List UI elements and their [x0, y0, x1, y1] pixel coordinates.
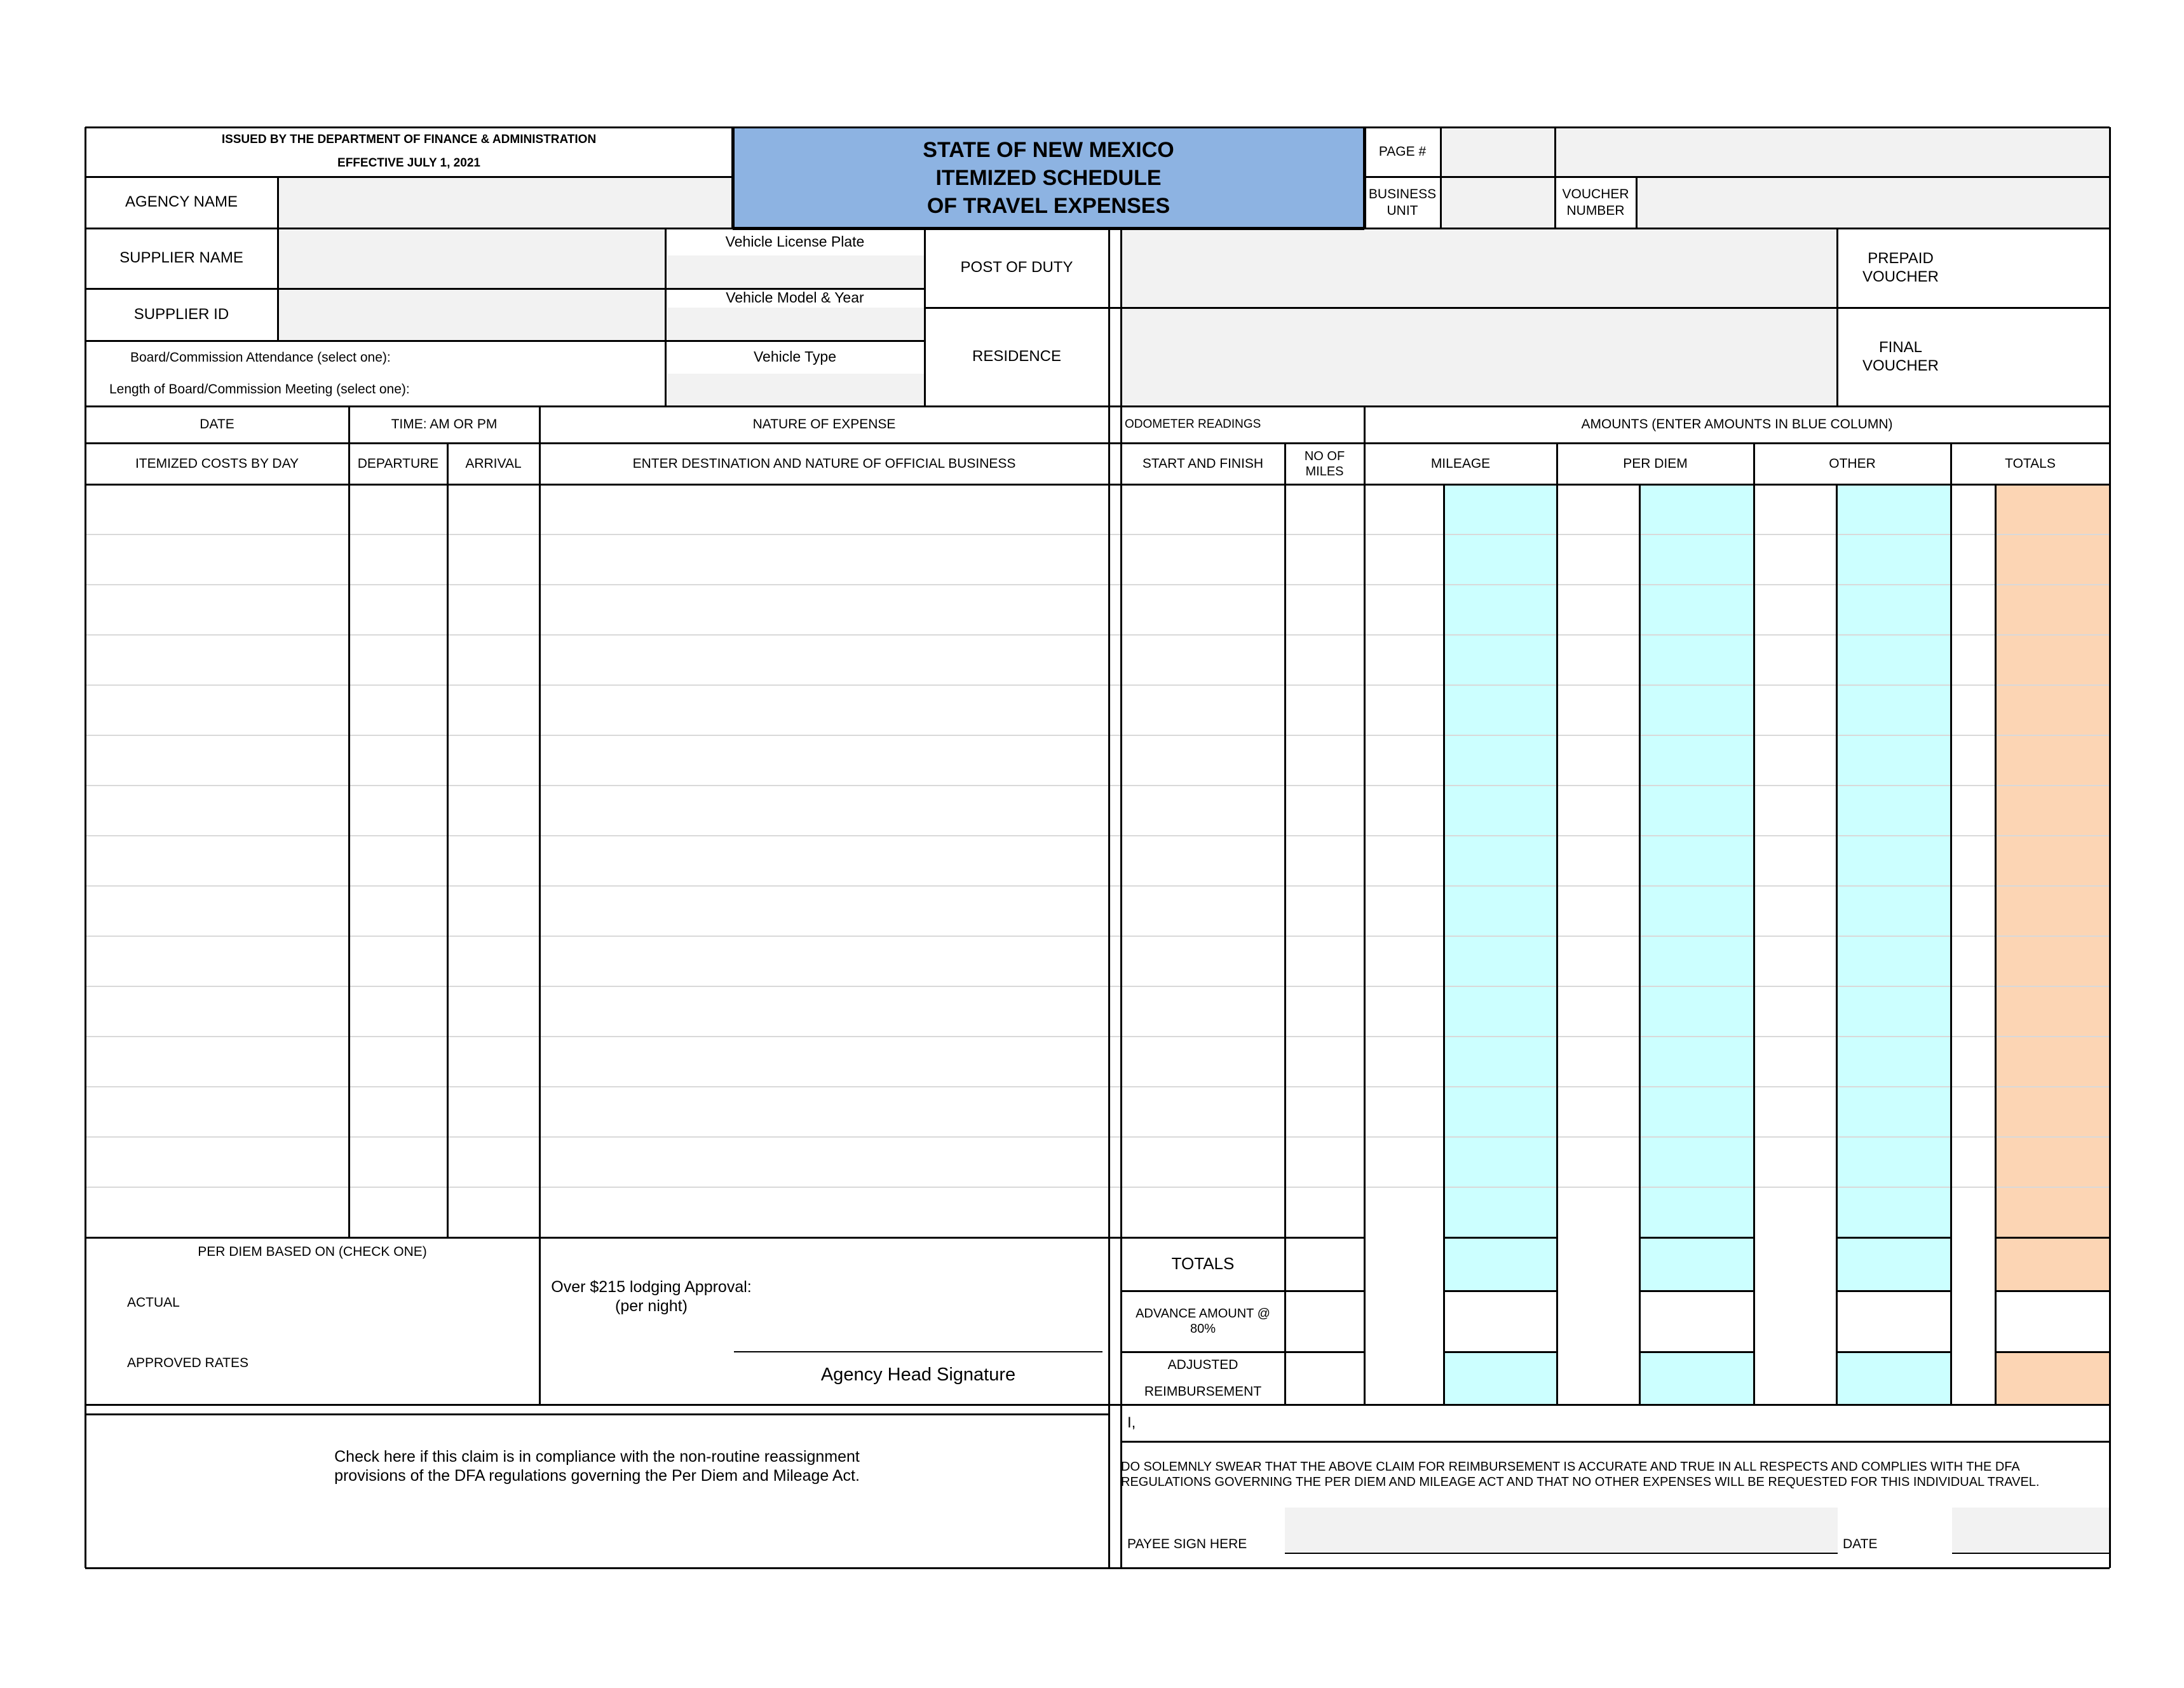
- post-of-duty-label: POST OF DUTY: [960, 259, 1073, 276]
- table-cell[interactable]: [448, 1188, 539, 1237]
- board-attendance-label: Board/Commission Attendance (select one):: [130, 350, 391, 365]
- table-cell[interactable]: [1951, 686, 1995, 735]
- table-cell[interactable]: [1951, 485, 1995, 534]
- table-cell[interactable]: [1122, 887, 1284, 936]
- table-cell[interactable]: [349, 485, 447, 534]
- table-cell[interactable]: [1122, 937, 1284, 986]
- adjusted-label: ADJUSTED: [1167, 1358, 1238, 1373]
- business-unit-label: BUSINESS UNIT: [1368, 187, 1437, 218]
- table-cell[interactable]: [1122, 736, 1284, 785]
- table-cell[interactable]: [448, 937, 539, 986]
- table-cell[interactable]: [448, 535, 539, 584]
- summary-line: [1995, 1290, 2110, 1292]
- other-header: OTHER: [1829, 456, 1876, 471]
- grand-total-cell[interactable]: [1995, 1237, 2110, 1291]
- summary-line: [1950, 1237, 1952, 1405]
- payee-signature-field[interactable]: [1285, 1508, 1838, 1553]
- table-cell[interactable]: [1122, 636, 1284, 684]
- summary-line: [1556, 1237, 1558, 1405]
- table-cell[interactable]: [1365, 786, 1443, 835]
- summary-line: [1995, 1351, 2110, 1353]
- table-cell[interactable]: [540, 636, 1108, 684]
- table-cell[interactable]: [1285, 836, 1364, 885]
- table-cell[interactable]: [86, 485, 348, 534]
- table-cell[interactable]: [448, 836, 539, 885]
- column-line: [1443, 484, 1445, 1237]
- column-line: [1639, 484, 1641, 1237]
- table-cell[interactable]: [1285, 1188, 1364, 1237]
- table-cell[interactable]: [1285, 1037, 1364, 1086]
- table-cell[interactable]: [540, 836, 1108, 885]
- table-cell[interactable]: [1285, 937, 1364, 986]
- table-cell[interactable]: [1365, 485, 1443, 534]
- table-cell[interactable]: [1557, 1188, 1639, 1237]
- table-cell[interactable]: [1557, 485, 1639, 534]
- vehicle-model-year-field[interactable]: [668, 308, 925, 341]
- column-line: [1836, 484, 1838, 1237]
- table-cell[interactable]: [349, 1087, 447, 1136]
- compliance-check-text: Check here if this claim is in compliance with the non-routine reassignment provisions of the DFA regulations governing the Per Diem and Mileage Act.: [334, 1448, 860, 1485]
- table-cell[interactable]: [1285, 786, 1364, 835]
- table-cell[interactable]: [349, 736, 447, 785]
- table-cell[interactable]: [1285, 1087, 1364, 1136]
- itemized-costs-header: ITEMIZED COSTS BY DAY: [135, 456, 299, 471]
- border-line: [1364, 406, 1366, 1405]
- table-cell[interactable]: [349, 887, 447, 936]
- reimbursement-label: REIMBURSEMENT: [1144, 1384, 1262, 1399]
- table-cell[interactable]: [86, 1037, 348, 1086]
- table-cell[interactable]: [1951, 1087, 1995, 1136]
- table-cell[interactable]: [448, 636, 539, 684]
- agency-head-signature-label: Agency Head Signature: [820, 1364, 1016, 1385]
- table-cell[interactable]: [1365, 887, 1443, 936]
- column-line: [2109, 484, 2111, 1237]
- issued-by-text: ISSUED BY THE DEPARTMENT OF FINANCE & ADMINISTRATION: [221, 132, 597, 146]
- table-cell[interactable]: [448, 1037, 539, 1086]
- table-cell[interactable]: [1754, 1138, 1836, 1187]
- table-cell[interactable]: [1365, 937, 1443, 986]
- table-cell[interactable]: [1285, 736, 1364, 785]
- lodging-approval-label: Over $215 lodging Approval: (per night): [551, 1278, 752, 1315]
- table-cell[interactable]: [1557, 786, 1639, 835]
- form-title: STATE OF NEW MEXICO ITEMIZED SCHEDULE OF TRAVEL EXPENSES: [923, 137, 1174, 219]
- table-cell[interactable]: [1365, 585, 1443, 634]
- table-cell[interactable]: [1557, 937, 1639, 986]
- table-cell[interactable]: [1557, 1037, 1639, 1086]
- table-cell[interactable]: [448, 686, 539, 735]
- vehicle-license-plate-label: Vehicle License Plate: [725, 233, 865, 250]
- table-cell[interactable]: [1285, 987, 1364, 1036]
- vehicle-type-field[interactable]: [668, 374, 925, 406]
- table-cell[interactable]: [1754, 535, 1836, 584]
- amounts-header: AMOUNTS (ENTER AMOUNTS IN BLUE COLUMN): [1581, 417, 1893, 432]
- agency-name-field[interactable]: [278, 177, 733, 228]
- border-line: [85, 1404, 2110, 1406]
- table-cell[interactable]: [448, 887, 539, 936]
- table-cell[interactable]: [1557, 636, 1639, 684]
- summary-line: [1444, 1351, 1557, 1353]
- table-cell[interactable]: [86, 937, 348, 986]
- table-cell[interactable]: [1122, 1138, 1284, 1187]
- table-cell[interactable]: [540, 585, 1108, 634]
- destination-header: ENTER DESTINATION AND NATURE OF OFFICIAL BUSINESS: [632, 456, 1016, 471]
- table-cell[interactable]: [1557, 1087, 1639, 1136]
- table-cell[interactable]: [1754, 485, 1836, 534]
- table-cell[interactable]: [1754, 987, 1836, 1036]
- summary-line: [1639, 1237, 1641, 1405]
- table-cell[interactable]: [1951, 736, 1995, 785]
- table-cell[interactable]: [1951, 1037, 1995, 1086]
- summary-line: [1836, 1290, 1951, 1292]
- table-cell[interactable]: [1285, 485, 1364, 534]
- table-cell[interactable]: [1122, 686, 1284, 735]
- mileage-blue-column[interactable]: [1444, 484, 1557, 1237]
- table-cell[interactable]: [1557, 836, 1639, 885]
- table-cell[interactable]: [1557, 736, 1639, 785]
- table-cell[interactable]: [349, 535, 447, 584]
- mileage-header: MILEAGE: [1430, 456, 1491, 471]
- page-number-field[interactable]: [1441, 127, 1555, 177]
- business-unit-field[interactable]: [1441, 177, 1555, 228]
- table-cell[interactable]: [86, 887, 348, 936]
- table-cell[interactable]: [1365, 836, 1443, 885]
- page-extra-field[interactable]: [1555, 127, 2110, 177]
- table-cell[interactable]: [540, 987, 1108, 1036]
- vehicle-model-year-label: Vehicle Model & Year: [726, 289, 864, 306]
- summary-line: [1443, 1237, 1445, 1405]
- table-cell[interactable]: [1122, 1188, 1284, 1237]
- signature-line: [734, 1351, 1102, 1352]
- summary-line: [1995, 1237, 1997, 1405]
- date-header: DATE: [200, 417, 234, 432]
- table-cell[interactable]: [1754, 786, 1836, 835]
- table-cell[interactable]: [1365, 535, 1443, 584]
- table-cell[interactable]: [1754, 1087, 1836, 1136]
- table-cell[interactable]: [448, 485, 539, 534]
- summary-line: [1639, 1237, 1754, 1239]
- other-totals-cell[interactable]: [1836, 1237, 1951, 1291]
- outer-border-left: [85, 127, 86, 1568]
- table-cell[interactable]: [540, 535, 1108, 584]
- table-cell[interactable]: [1754, 686, 1836, 735]
- table-cell[interactable]: [349, 686, 447, 735]
- prepaid-voucher-checkbox[interactable]: [1995, 257, 2021, 283]
- mileage-totals-cell[interactable]: [1444, 1237, 1557, 1291]
- board-meeting-length-label: Length of Board/Commission Meeting (select one):: [109, 382, 410, 397]
- table-cell[interactable]: [540, 937, 1108, 986]
- table-cell[interactable]: [1122, 585, 1284, 634]
- table-cell[interactable]: [1951, 636, 1995, 684]
- table-cell[interactable]: [1285, 1138, 1364, 1187]
- summary-line: [1639, 1290, 1754, 1292]
- table-cell[interactable]: [1951, 1188, 1995, 1237]
- table-cell[interactable]: [1365, 686, 1443, 735]
- table-cell[interactable]: [1285, 585, 1364, 634]
- outer-border-top: [85, 126, 2110, 128]
- per-diem-header: PER DIEM: [1623, 456, 1688, 471]
- table-cell[interactable]: [1122, 987, 1284, 1036]
- supplier-id-field[interactable]: [278, 289, 665, 341]
- no-of-miles-header: NO OF MILES: [1304, 449, 1345, 479]
- table-cell[interactable]: [1122, 836, 1284, 885]
- table-cell[interactable]: [1557, 1138, 1639, 1187]
- mileage-adjusted-cell[interactable]: [1444, 1352, 1557, 1405]
- start-finish-header: START AND FINISH: [1142, 456, 1264, 471]
- table-cell[interactable]: [1122, 1087, 1284, 1136]
- per-diem-blue-column[interactable]: [1639, 484, 1754, 1237]
- table-cell[interactable]: [1122, 1037, 1284, 1086]
- table-cell[interactable]: [1365, 1087, 1443, 1136]
- final-voucher-checkbox[interactable]: [1995, 346, 2021, 372]
- table-cell[interactable]: [86, 987, 348, 1036]
- table-cell[interactable]: [86, 836, 348, 885]
- table-cell[interactable]: [1754, 836, 1836, 885]
- table-cell[interactable]: [540, 1138, 1108, 1187]
- post-of-duty-field[interactable]: [1121, 228, 1837, 308]
- actual-label: ACTUAL: [127, 1295, 180, 1310]
- table-cell[interactable]: [349, 987, 447, 1036]
- table-cell[interactable]: [349, 937, 447, 986]
- table-cell[interactable]: [1365, 736, 1443, 785]
- column-line: [1556, 484, 1558, 1237]
- residence-label: RESIDENCE: [972, 348, 1062, 365]
- table-cell[interactable]: [1951, 585, 1995, 634]
- table-cell[interactable]: [1951, 1138, 1995, 1187]
- table-cell[interactable]: [86, 736, 348, 785]
- summary-line: [1444, 1237, 1557, 1239]
- summary-line: [1836, 1237, 1838, 1405]
- table-cell[interactable]: [1557, 987, 1639, 1036]
- payee-date-field[interactable]: [1952, 1508, 2110, 1553]
- table-cell[interactable]: [86, 786, 348, 835]
- table-cell[interactable]: [1951, 937, 1995, 986]
- table-cell[interactable]: [86, 1087, 348, 1136]
- totals-header: TOTALS: [2005, 456, 2056, 471]
- table-cell[interactable]: [448, 1087, 539, 1136]
- table-cell[interactable]: [540, 736, 1108, 785]
- table-cell[interactable]: [1951, 535, 1995, 584]
- table-cell[interactable]: [1122, 786, 1284, 835]
- table-cell[interactable]: [86, 1138, 348, 1187]
- table-cell[interactable]: [1365, 636, 1443, 684]
- column-line: [1995, 484, 1997, 1237]
- table-cell[interactable]: [540, 485, 1108, 534]
- other-adjusted-cell[interactable]: [1836, 1352, 1951, 1405]
- prepaid-voucher-label: PREPAID VOUCHER: [1862, 249, 1939, 285]
- table-cell[interactable]: [448, 786, 539, 835]
- voucher-number-field[interactable]: [1636, 177, 2110, 228]
- table-cell[interactable]: [1285, 535, 1364, 584]
- time-header: TIME: AM OR PM: [391, 417, 498, 432]
- voucher-number-label: VOUCHER NUMBER: [1562, 187, 1629, 218]
- border-line: [348, 406, 350, 1237]
- column-line: [1950, 484, 1952, 1237]
- per-diem-totals-cell[interactable]: [1639, 1237, 1754, 1291]
- table-cell[interactable]: [349, 836, 447, 885]
- summary-line: [1836, 1237, 1951, 1239]
- border-line: [85, 1413, 1109, 1415]
- table-cell[interactable]: [448, 585, 539, 634]
- advance-amount-label: ADVANCE AMOUNT @ 80%: [1136, 1307, 1270, 1336]
- table-cell[interactable]: [349, 786, 447, 835]
- table-cell[interactable]: [86, 1188, 348, 1237]
- table-cell[interactable]: [349, 1188, 447, 1237]
- table-cell[interactable]: [349, 1037, 447, 1086]
- table-cell[interactable]: [540, 1087, 1108, 1136]
- actual-checkbox[interactable]: [318, 1297, 337, 1316]
- payee-sign-label: PAYEE SIGN HERE: [1127, 1537, 1247, 1552]
- table-cell[interactable]: [86, 686, 348, 735]
- table-cell[interactable]: [448, 1138, 539, 1187]
- payee-sign-line: [1285, 1553, 1838, 1554]
- table-cell[interactable]: [540, 1037, 1108, 1086]
- table-cell[interactable]: [1754, 736, 1836, 785]
- summary-line: [2109, 1237, 2111, 1405]
- table-cell[interactable]: [1557, 535, 1639, 584]
- departure-header: DEPARTURE: [357, 456, 439, 471]
- border-line: [1364, 176, 2110, 178]
- table-cell[interactable]: [1951, 987, 1995, 1036]
- column-line: [1753, 484, 1755, 1237]
- supplier-id-label: SUPPLIER ID: [133, 305, 229, 323]
- odometer-readings-header: ODOMETER READINGS: [1125, 417, 1261, 431]
- approved-rates-checkbox[interactable]: [318, 1355, 337, 1374]
- supplier-name-field[interactable]: [278, 228, 665, 289]
- table-cell[interactable]: [448, 987, 539, 1036]
- table-cell[interactable]: [1285, 636, 1364, 684]
- arrival-header: ARRIVAL: [465, 456, 522, 471]
- page-number-label: PAGE #: [1378, 144, 1427, 160]
- table-cell[interactable]: [1754, 887, 1836, 936]
- table-cell[interactable]: [86, 585, 348, 634]
- nature-of-expense-header: NATURE OF EXPENSE: [752, 417, 896, 432]
- totals-label: TOTALS: [1171, 1254, 1235, 1274]
- approved-rates-label: APPROVED RATES: [127, 1356, 248, 1371]
- table-cell[interactable]: [1365, 987, 1443, 1036]
- summary-line: [1753, 1237, 1755, 1405]
- table-cell[interactable]: [1557, 585, 1639, 634]
- table-cell[interactable]: [349, 1138, 447, 1187]
- date-label: DATE: [1843, 1537, 1878, 1552]
- table-cell[interactable]: [1754, 636, 1836, 684]
- table-cell[interactable]: [1557, 887, 1639, 936]
- table-cell[interactable]: [448, 736, 539, 785]
- summary-line: [1444, 1290, 1557, 1292]
- adjusted-total-cell[interactable]: [1995, 1352, 2110, 1405]
- i-label: I,: [1127, 1413, 1136, 1431]
- table-cell[interactable]: [1754, 937, 1836, 986]
- table-cell[interactable]: [1951, 836, 1995, 885]
- totals-orange-column[interactable]: [1995, 484, 2110, 1237]
- table-cell[interactable]: [1951, 887, 1995, 936]
- final-voucher-label: FINAL VOUCHER: [1862, 338, 1939, 374]
- table-cell[interactable]: [1122, 535, 1284, 584]
- table-cell[interactable]: [349, 585, 447, 634]
- summary-line: [1995, 1237, 2110, 1239]
- table-cell[interactable]: [1754, 1037, 1836, 1086]
- per-diem-basis-label: PER DIEM BASED ON (CHECK ONE): [198, 1244, 427, 1260]
- compliance-checkbox[interactable]: [267, 1455, 286, 1474]
- supplier-name-label: SUPPLIER NAME: [119, 249, 243, 267]
- date-line: [1952, 1553, 2110, 1554]
- effective-date-text: EFFECTIVE JULY 1, 2021: [337, 156, 480, 170]
- table-cell[interactable]: [1122, 485, 1284, 534]
- table-cell[interactable]: [540, 1188, 1108, 1237]
- per-diem-adjusted-cell[interactable]: [1639, 1352, 1754, 1405]
- table-cell[interactable]: [86, 535, 348, 584]
- vehicle-license-plate-field[interactable]: [668, 255, 925, 289]
- border-line: [447, 443, 449, 1237]
- table-cell[interactable]: [349, 636, 447, 684]
- residence-field[interactable]: [1121, 308, 1837, 406]
- table-cell[interactable]: [1951, 786, 1995, 835]
- agency-name-label: AGENCY NAME: [125, 193, 238, 211]
- table-cell[interactable]: [540, 686, 1108, 735]
- table-cell[interactable]: [1754, 585, 1836, 634]
- table-cell[interactable]: [540, 786, 1108, 835]
- table-cell[interactable]: [1557, 686, 1639, 735]
- summary-line: [1836, 1351, 1951, 1353]
- table-cell[interactable]: [540, 887, 1108, 936]
- table-cell[interactable]: [86, 636, 348, 684]
- oath-text: DO SOLEMNLY SWEAR THAT THE ABOVE CLAIM FOR REIMBURSEMENT IS ACCURATE AND TRUE IN ALL RESPECTS AND COMPLIES WITH THE DFA REGULATIONS GOVERNING THE PER DIEM AND MILEAGE ACT AND THAT NO OTHER EXPENSES WILL BE REQUESTED FOR THIS INDIVIDUAL TRAVEL.: [1121, 1460, 2040, 1489]
- outer-border-bottom: [85, 1567, 2110, 1569]
- summary-line: [1639, 1351, 1754, 1353]
- table-cell[interactable]: [1285, 887, 1364, 936]
- table-cell[interactable]: [1365, 1138, 1443, 1187]
- table-cell[interactable]: [1365, 1188, 1443, 1237]
- other-blue-column[interactable]: [1836, 484, 1951, 1237]
- table-cell[interactable]: [1365, 1037, 1443, 1086]
- table-cell[interactable]: [1754, 1188, 1836, 1237]
- table-cell[interactable]: [1285, 686, 1364, 735]
- vehicle-type-label: Vehicle Type: [753, 348, 836, 365]
- border-line: [1121, 1441, 2110, 1443]
